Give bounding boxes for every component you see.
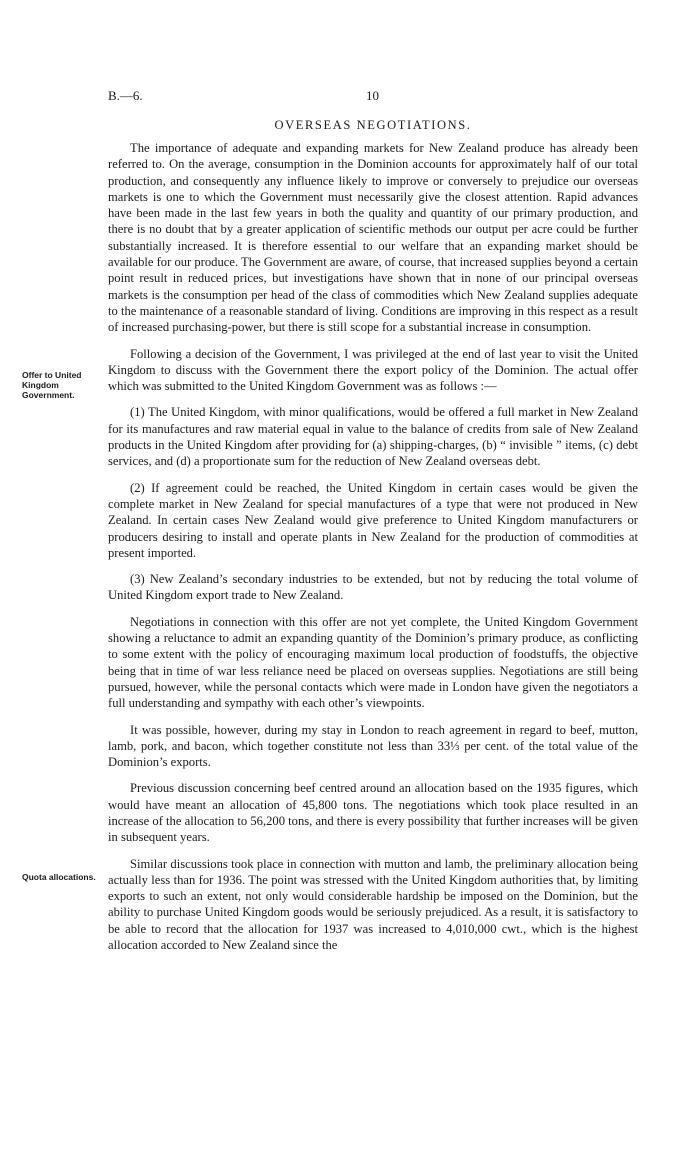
page-number: 10 xyxy=(366,88,379,103)
paragraph-negotiations: Negotiations in connection with this offer are not yet complete, the United Kingdom Government showing a reluctance to admit an expanding quantity of the Dominion’s primary produce, as conflicting to some extent with the policy of encouraging maximum local production of foodstuffs, the objective being that in time of war less reliance need be placed on overseas supplies. Negotiations are still being pursued, however, while the personal contacts which were made in London have given the negotiators a full understanding and sympathy with each other’s viewpoints. xyxy=(108,614,638,711)
paragraph-offer-item-1: (1) The United Kingdom, with minor qualifications, would be offered a full market in New Zealand for its manufactures and raw material equal in value to the balance of credits from sale of New Zealand products in the United Kingdom after providing for (a) shipping-charges, (b) “ invisible ” items, (c) debt services, and (d) a proportionate sum for the reduction of New Zealand overseas debt. xyxy=(108,405,638,469)
paragraph-beef-allocation: Previous discussion concerning beef centred around an allocation based on the 1935 figures, which would have meant an allocation of 45,800 tons. The negotiations which took place resulted in an increase of the allocation to 56,200 tons, and there is every possibility that further increases will be given in subsequent years. xyxy=(108,781,638,845)
paragraph-mutton-lamb: Similar discussions took place in connection with mutton and lamb, the preliminary allocation being actually less than for 1936. The point was stressed with the United Kingdom authorities that, by limiting exports to such an extent, not only would considerable hardship be imposed on the Dominion, but the ability to purchase United Kingdom goods would be seriously prejudiced. As a result, it is satisfactory to be able to record that the allocation for 1937 was increased to 4,010,000 cwt., which is the highest allocation accorded to New Zealand since the xyxy=(108,856,638,953)
paragraph-markets: The importance of adequate and expanding markets for New Zealand produce has already been referred to. On the average, consumption in the Dominion accounts for approximately half of our total production, and consequently any influence likely to improve or conversely to prejudice our overseas markets is one to which the Government must necessarily give the closest attention. Rapid advances have been made in the last few years in both the quality and quantity of our primary production, and there is no doubt that by a greater application of scientific methods our output per acre could be further substantially increased. It is therefore essential to our welfare that an expanding market should be available for our produce. The Government are aware, of course, that increased supplies beyond a certain point result in reduced prices, but investigations have shown that in none of our principal overseas markets is the consumption per head of the class of commodities which New Zealand supplies adequate to the maintenance of a reasonable standard of living. Conditions are improving in this respect as a result of increased purchasing-power, but there is still scope for a substantial increase in consumption. xyxy=(108,141,638,335)
paragraph-agreement: It was possible, however, during my stay in London to reach agreement in regard to beef, mutton, lamb, pork, and bacon, which together constitute not less than 33⅓ per cent. of the total value of the Dominion’s exports. xyxy=(108,722,638,770)
section-heading: OVERSEAS NEGOTIATIONS. xyxy=(274,118,472,132)
document-reference: B.—6. xyxy=(108,88,143,103)
body-text xyxy=(108,140,638,963)
paragraph-offer-item-3: (3) New Zealand’s secondary industries to be extended, but not by reducing the total volume of United Kingdom export trade to New Zealand. xyxy=(108,572,638,603)
margin-note-offer: Offer to United Kingdom Government. xyxy=(22,370,82,400)
margin-note-quota: Quota allocations. xyxy=(22,872,96,882)
paragraph-offer-intro: Following a decision of the Government, I was privileged at the end of last year to visit the United Kingdom to discuss with the Government there the export policy of the Dominion. The actual offer which was submitted to the United Kingdom Government was as follows :— xyxy=(108,346,638,394)
paragraph-offer-item-2: (2) If agreement could be reached, the United Kingdom in certain cases would be given the complete market in New Zealand for special manufactures of a type that were not produced in New Zealand. In certain cases New Zealand would give preference to United Kingdom manufacturers or producers desiring to install and operate plants in New Zealand for the production of commodities at present imported. xyxy=(108,480,638,560)
